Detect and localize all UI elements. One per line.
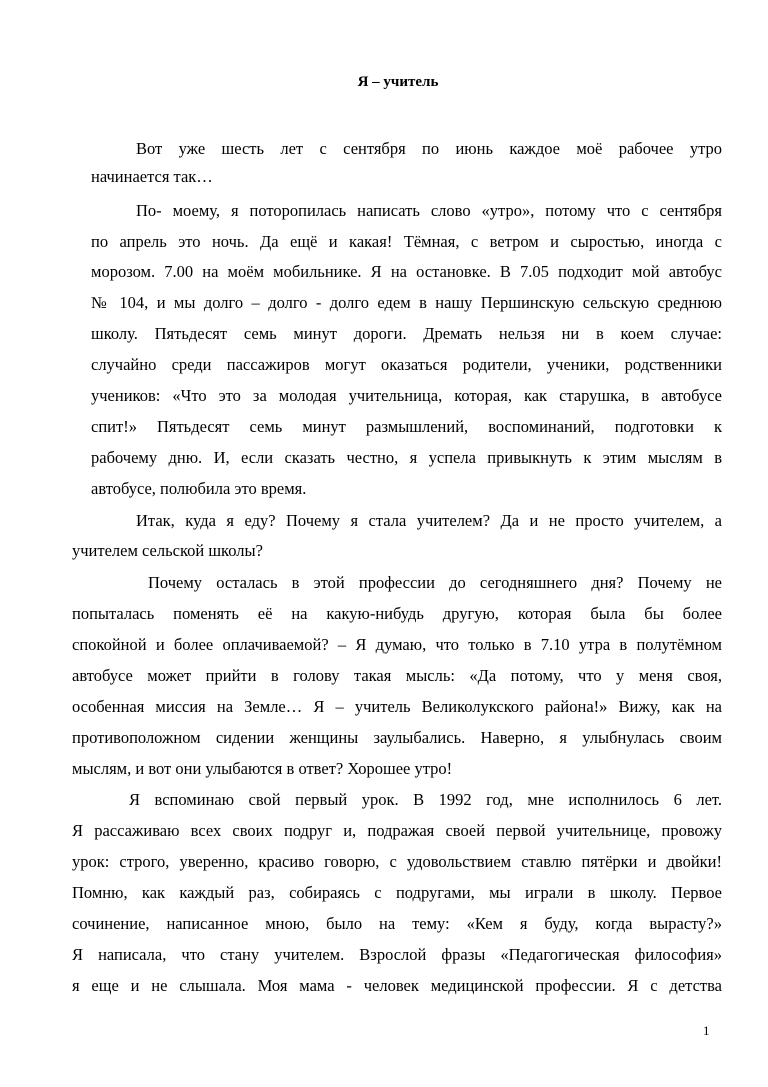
text-line: По- моему, я поторопилась написать слово «утро», потому что с сентября <box>136 201 722 220</box>
text-line: урок: строго, уверенно, красиво говорю, с удовольствием ставлю пятёрки и двойки! <box>72 852 722 871</box>
text-line: Итак, куда я еду? Почему я стала учителем? Да и не просто учителем, а <box>136 511 722 530</box>
text-line: мыслям, и вот они улыбаются в ответ? Хорошее утро! <box>72 759 453 778</box>
text-line: случайно среди пассажиров могут оказаться родители, ученики, родственники <box>91 355 722 374</box>
page-number: 1 <box>703 1023 710 1038</box>
text-line: Помню, как каждый раз, собираясь с подругами, мы играли в школу. Первое <box>72 883 722 902</box>
text-line: школу. Пятьдесят семь минут дороги. Дремать нельзя ни в коем случае: <box>91 324 722 343</box>
text-line: попыталась поменять её на какую-нибудь другую, которая была бы более <box>72 604 722 623</box>
text-line: учеников: «Что это за молодая учительница, которая, как старушка, в автобусе <box>91 386 722 405</box>
document-title: Я – учитель <box>357 74 439 90</box>
text-line: спокойной и более оплачиваемой? – Я думаю, что только в 7.10 утра в полутёмном <box>72 635 722 654</box>
text-line: автобусе, полюбила это время. <box>91 479 307 498</box>
text-line: Вот уже шесть лет с сентября по июнь каждое моё рабочее утро <box>136 139 722 158</box>
text-line: начинается так… <box>91 167 213 186</box>
text-line: морозом. 7.00 на моём мобильнике. Я на остановке. В 7.05 подходит мой автобус <box>91 262 722 281</box>
text-line: Я вспоминаю свой первый урок. В 1992 год, мне исполнилось 6 лет. <box>129 790 722 809</box>
text-line: я еще и не слышала. Моя мама - человек медицинской профессии. Я с детства <box>72 976 722 995</box>
text-line: спит!» Пятьдесят семь минут размышлений, воспоминаний, подготовки к <box>91 417 722 436</box>
text-line: № 104, и мы долго – долго - долго едем в нашу Першинскую сельскую среднюю <box>91 293 722 312</box>
text-line: автобусе может прийти в голову такая мысль: «Да потому, что у меня своя, <box>72 666 722 685</box>
text-line: рабочему дню. И, если сказать честно, я успела привыкнуть к этим мыслям в <box>91 448 722 467</box>
text-line: учителем сельской школы? <box>72 541 263 560</box>
text-line: сочинение, написанное мною, было на тему: «Кем я буду, когда вырасту?» <box>72 914 722 933</box>
text-line: Я написала, что стану учителем. Взрослой фразы «Педагогическая философия» <box>72 945 722 964</box>
text-line: Почему осталась в этой профессии до сегодняшнего дня? Почему не <box>148 573 722 592</box>
text-line: Я рассаживаю всех своих подруг и, подражая своей первой учительнице, провожу <box>72 821 722 840</box>
text-line: противоположном сидении женщины заулыбались. Наверно, я улыбнулась своим <box>72 728 722 747</box>
text-line: по апрель это ночь. Да ещё и какая! Тёмная, с ветром и сыростью, иногда с <box>91 232 722 251</box>
text-line: особенная миссия на Земле… Я – учитель Великолукского района!» Вижу, как на <box>72 697 722 716</box>
